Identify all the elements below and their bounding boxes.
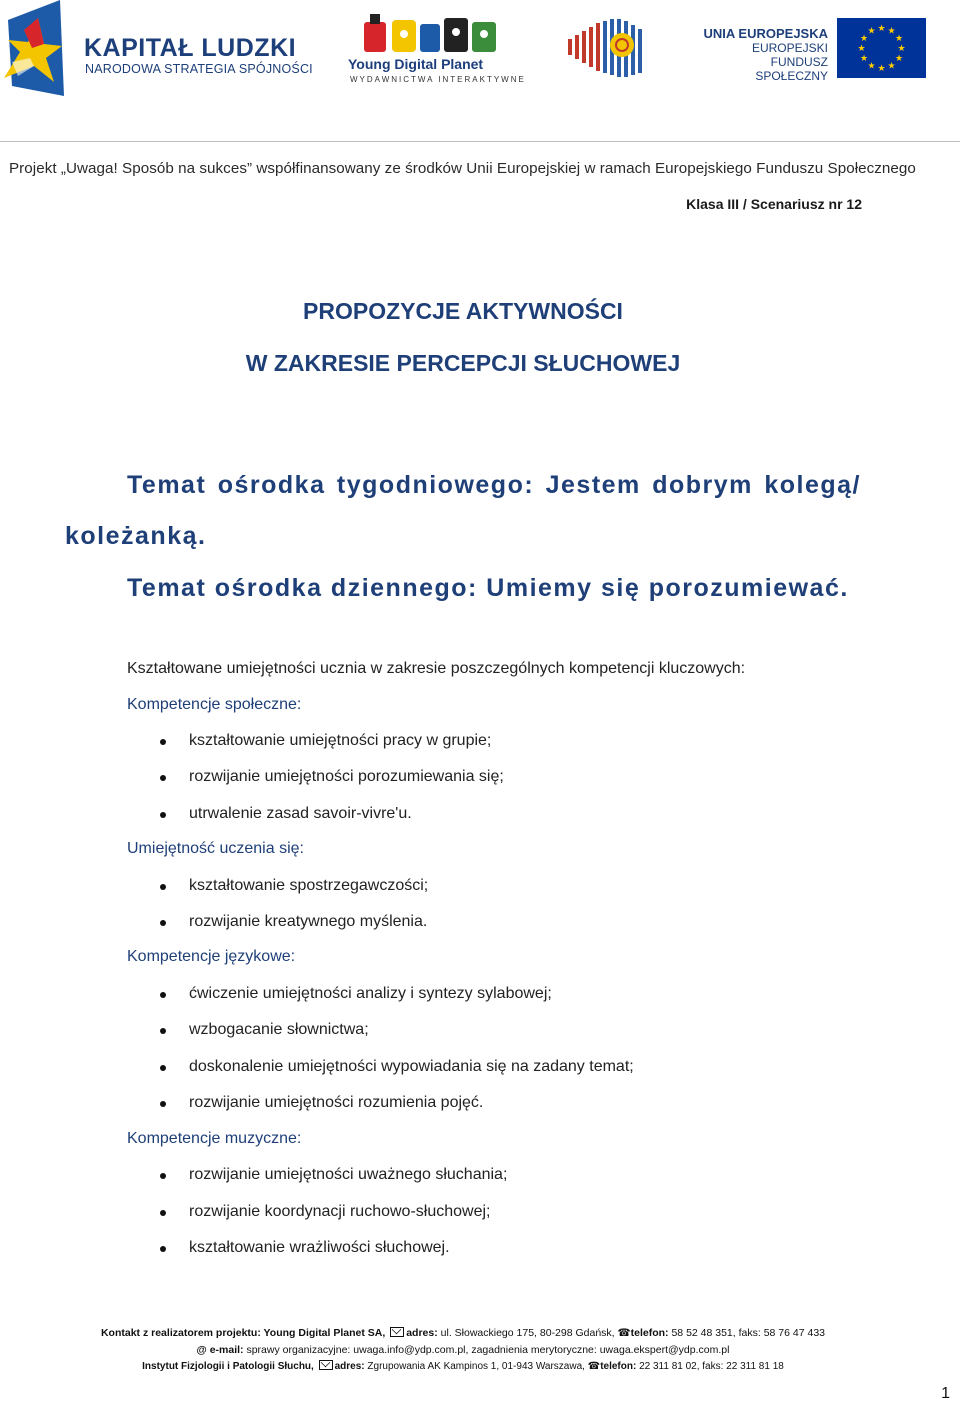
svg-text:★: ★	[867, 26, 876, 37]
footer-email-text[interactable]: sprawy organizacyjne: uwaga.info@ydp.com.pl, zagadnienia merytoryczne: uwaga.ekspert@ydp.com.pl	[246, 1344, 730, 1356]
section-heading-music: Kompetencje muzyczne:	[127, 1130, 302, 1147]
svg-text:★: ★	[859, 34, 869, 44]
bullet-icon	[160, 1210, 166, 1216]
eu-label-line3: FUNDUSZ SPOŁECZNY	[755, 55, 828, 83]
bullet-icon	[160, 1065, 166, 1071]
bullet-icon	[160, 992, 166, 998]
svg-text:★: ★	[894, 34, 904, 44]
page-title-line2: W ZAKRESIE PERCEPCJI SŁUCHOWEJ	[245, 350, 681, 376]
eu-label-line2: EUROPEJSKI	[751, 41, 828, 55]
ydp-subtitle: WYDAWNICTWA INTERAKTYWNE	[350, 75, 526, 84]
envelope-icon	[319, 1360, 333, 1370]
section-heading-social: Kompetencje społeczne:	[127, 696, 302, 713]
svg-text:★: ★	[877, 24, 886, 34]
eu-flag-icon	[837, 18, 926, 78]
competencies-intro: Kształtowane umiejętności ucznia w zakresie poszczególnych kompetencji kluczowych:	[127, 660, 746, 677]
kapital-ludzki-star-logo	[2, 0, 82, 100]
weekly-theme-word: Temat	[127, 471, 207, 499]
bullet-icon	[160, 775, 166, 781]
project-funding-line: Projekt „Uwaga! Sposób na sukces” współfinansowany ze środków Unii Europejskiej w ramach Europejskiego Funduszu Społecznego	[9, 160, 916, 177]
bullet-icon	[160, 884, 166, 890]
kapital-ludzki-subtitle: NARODOWA STRATEGIA SPÓJNOŚCI	[85, 62, 313, 76]
weekly-theme-word: dobrym	[652, 471, 753, 499]
svg-text:★: ★	[867, 61, 876, 72]
ydp-name: Young Digital Planet	[348, 56, 484, 72]
weekly-theme-line2: koleżanką.	[65, 522, 207, 550]
bullet-icon	[160, 1028, 166, 1034]
svg-text:★: ★	[897, 44, 906, 54]
ydp-characters-logo	[360, 12, 510, 56]
weekly-theme-word: kolegą/	[764, 471, 861, 499]
logo-bar	[0, 0, 960, 110]
footer-contact-line1: Kontakt z realizatorem projektu: Young Digital Planet SA, adres: ul. Słowackiego 175, 80-298 Gdańsk, ☎telefon: 58 52 48 351, faks: 58 76 47 433	[100, 1327, 826, 1339]
bullet-icon	[160, 1173, 166, 1179]
bullet-icon	[160, 812, 166, 818]
weekly-theme-word: Jestem	[545, 471, 641, 499]
eu-label-line1: UNIA EUROPEJSKA	[703, 26, 828, 41]
envelope-icon	[390, 1327, 404, 1337]
page-title-line1: PROPOZYCJE AKTYWNOŚCI	[303, 298, 623, 324]
class-scenario-label: Klasa III / Scenariusz nr 12	[686, 196, 862, 212]
svg-text:★: ★	[887, 61, 896, 72]
bullet-icon	[160, 739, 166, 745]
svg-text:★: ★	[857, 44, 866, 54]
svg-text:★: ★	[859, 54, 869, 64]
svg-text:★: ★	[877, 64, 886, 74]
eu-label	[700, 26, 828, 83]
sound-wave-logo	[566, 17, 652, 79]
telephone-icon: ☎	[587, 1361, 601, 1372]
daily-theme: Temat ośrodka dziennego: Umiemy się porozumiewać.	[127, 574, 849, 602]
footer-contact-line3: Instytut Fizjologii i Patologii Słuchu, adres: Zgrupowania AK Kampinos 1, 01-943 Warszawa, ☎telefon: 22 311 81 02, faks: 22 311 81 18	[142, 1361, 784, 1372]
bullet-icon	[160, 920, 166, 926]
weekly-theme-line1	[127, 471, 861, 500]
weekly-theme-word: tygodniowego:	[336, 471, 535, 499]
svg-text:★: ★	[887, 26, 896, 37]
header-divider	[0, 141, 960, 142]
section-heading-learning: Umiejętność uczenia się:	[127, 840, 304, 857]
section-heading-language: Kompetencje językowe:	[127, 948, 296, 965]
weekly-theme-word: ośrodka	[217, 471, 326, 499]
page-number: 1	[941, 1385, 950, 1402]
telephone-icon: ☎	[617, 1327, 631, 1339]
bullet-icon	[160, 1101, 166, 1107]
footer-contact-line2: @ e-mail: sprawy organizacyjne: uwaga.info@ydp.com.pl, zagadnienia merytoryczne: uwaga.ekspert@ydp.com.pl	[196, 1344, 730, 1356]
bullet-icon	[160, 1246, 166, 1252]
svg-text:★: ★	[894, 54, 904, 64]
kapital-ludzki-title: KAPITAŁ LUDZKI	[84, 34, 297, 62]
